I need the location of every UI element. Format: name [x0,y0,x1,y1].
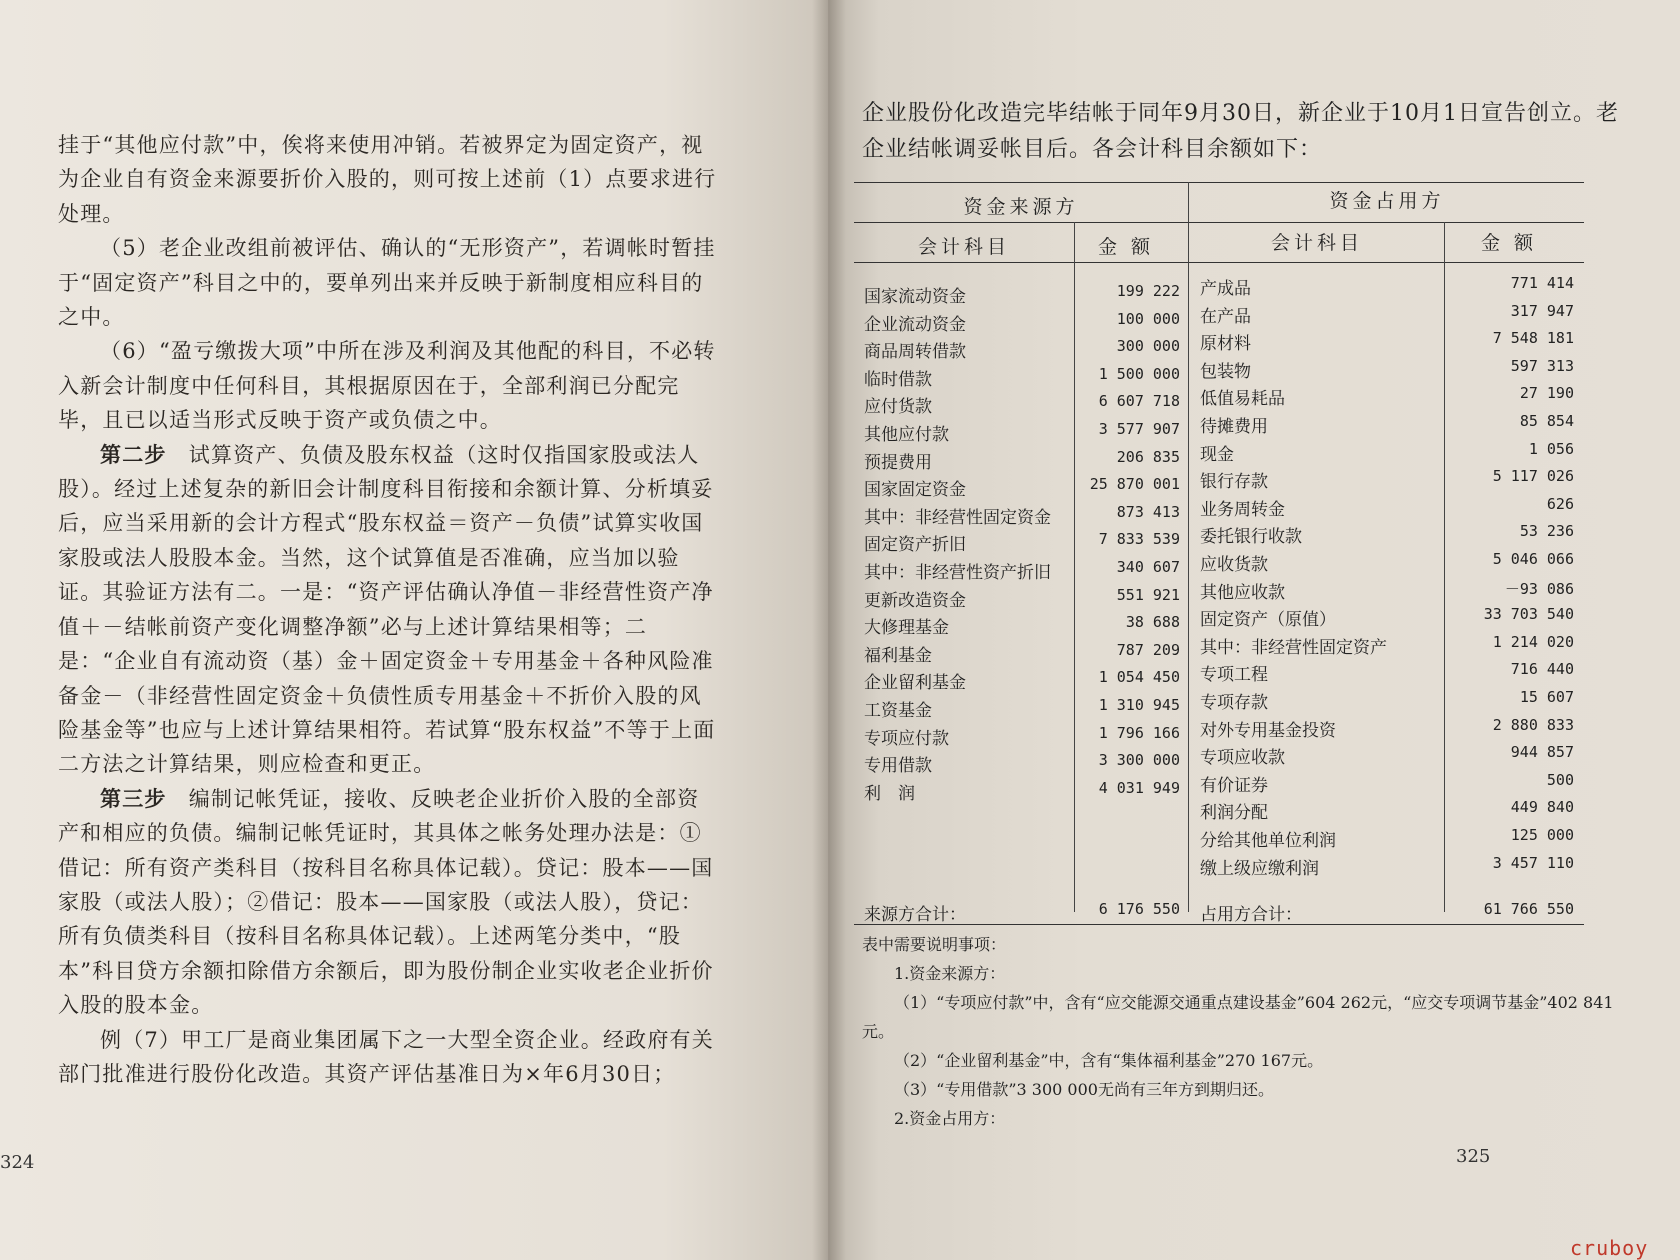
use-row-amount: 27 190 [1519,384,1574,403]
use-row-amount: 2 880 833 [1492,715,1574,734]
use-row-name: 专项应收款 [1200,748,1285,769]
use-row-amount: 5 046 066 [1492,550,1574,568]
use-row-amount: 716 440 [1510,660,1574,679]
source-row-amount: 1 796 166 [1098,723,1180,742]
use-row-amount: 1 056 [1528,439,1574,458]
source-row-name: 专用借款 [864,756,932,777]
source-row-amount: 787 209 [1116,640,1180,659]
source-row-amount: 100 000 [1116,309,1180,328]
source-row-amount: 873 413 [1116,502,1180,521]
use-row-amount: 125 000 [1510,826,1574,844]
source-row-amount: 6 607 718 [1098,392,1180,411]
use-row-amount: 3 457 110 [1492,853,1574,872]
use-row-amount: 1 214 020 [1492,632,1574,651]
source-row-amount: 300 000 [1116,337,1180,356]
use-row-name: 对外专用基金投资 [1200,720,1336,741]
left-page [0,0,828,1260]
use-row-name: 银行存款 [1200,472,1268,493]
use-total-amount: 61 766 550 [1483,900,1574,918]
use-row-name: 其他应收款 [1200,582,1285,603]
source-row-amount: 206 835 [1116,447,1180,466]
right-page-intro [862,96,1622,168]
source-row-name: 工资基金 [864,701,932,721]
source-row-name: 福利基金 [864,645,932,666]
source-row-amount: 1 310 945 [1098,696,1180,714]
watermark: cruboy [1570,1236,1649,1260]
source-row-name: 专项应付款 [864,728,949,749]
source-row-name: 固定资产折旧 [864,535,966,556]
source-row-name: 其他应付款 [864,425,949,445]
source-row-name: 其中：非经营性资产折旧 [864,563,1051,583]
source-total-label: 来源方合计： [864,905,966,925]
left-page-body [58,128,718,1091]
use-header: 资金占用方 [1329,190,1445,212]
use-row-name: 应收货款 [1200,555,1268,575]
use-row-amount: 7 548 181 [1492,329,1574,348]
use-row-name: 包装物 [1200,361,1251,382]
source-row-name: 临时借款 [864,369,932,390]
step-heading: 第三步 [100,785,167,811]
use-row-name: 缴上级应缴利润 [1200,858,1319,879]
source-row-name: 其中：非经营性固定资金 [864,507,1051,528]
source-row-amount: 4 031 949 [1098,778,1180,797]
use-row-name: 专项工程 [1200,665,1268,686]
source-row-amount: 25 870 001 [1089,475,1180,494]
source-row-amount: 1 054 450 [1098,668,1180,687]
paragraph-text: 编制记帐凭证，接收、反映老企业折价入股的全部资产和相应的负债。编制记帐凭证时，其具体之帐务处理办法是：①借记：所有资产类科目（按科目名称具体记载）。贷记：股本——国家股（或法人股）；②借记：股本——国家股（或法人股），贷记：所有负债类科目（按科目名称具体记载）。上述两笔分类中，“股本”科目贷方余额扣除借方余额后，即为股份制企业实收老企业折价入股的股本金。 [58,786,714,1018]
use-row-amount: 500 [1546,770,1574,789]
source-row-name: 国家固定资金 [864,480,966,501]
left-paragraph [58,438,718,782]
source-row-name: 企业流动资金 [864,314,966,335]
paragraph-text: 试算资产、负债及股东权益（这时仅指国家股或法人股）。经过上述复杂的新旧会计制度科目衔接和余额计算、分析填妥后，应当采用新的会计方程式“股东权益＝资产－负债”试算实收国家股或法人股股本金。当然，这个试算值是否准确，应当加以验证。其验证方法有二。一是：“资产评估确认净值－非经营性资产净值＋－结帐前资产变化调整净额”必与上述计算结果相等；二是：“企业自有流动资（基）金＋固定资金＋专用基金＋各种风险准备金－（非经营性固定资金＋负债性质专用基金＋不折价入股的风险基金等”也应与上述计算结果相符。若试算“股东权益”不等于上面二方法之计算结果，则应检查和更正。 [58,442,716,777]
source-col-amount: 金额 [1097,236,1164,258]
left-paragraph [58,334,718,437]
use-col-subject: 会计科目 [1270,232,1363,254]
use-row-name: 低值易耗品 [1200,389,1285,410]
source-row-name: 预提费用 [864,452,932,473]
source-total-amount: 6 176 550 [1098,900,1180,918]
source-row-amount: 340 607 [1116,558,1180,576]
source-col-subject: 会计科目 [917,236,1010,258]
left-paragraph [58,1023,718,1092]
note-line: （2）“企业留利基金”中，含有“集体福利基金”270 167元。 [894,1051,1324,1070]
note-line: （1）“专项应付款”中，含有“应交能源交通重点建设基金”604 262元，“应交专项调节基金”402 841元。 [862,993,1614,1041]
source-row-amount: 7 833 539 [1098,530,1180,549]
source-row-name: 国家流动资金 [864,287,966,307]
source-row-name: 应付货款 [864,397,932,418]
balance-table [854,182,1584,926]
paragraph-text: （5）老企业改组前被评估、确认的“无形资产”，若调帐时暂挂于“固定资产”科目之中的，要单列出来并反映于新制度相应科目的之中。 [58,236,716,330]
use-row-name: 现金 [1200,444,1234,465]
right-page-number: 325 [1456,1146,1491,1167]
paragraph-text: 例（7）甲工厂是商业集团属下之一大型全资企业。经政府有关部门批准进行股份化改造。其资产评估基准日为×年6月30日； [58,1027,714,1086]
use-row-name: 分给其他单位利润 [1200,831,1336,851]
use-row-amount: 626 [1546,494,1574,513]
intro-text: 企业股份化改造完毕结帐于同年9月30日，新企业于10月1日宣告创立。老企业结帐调妥帐目后。各会计科目余额如下： [862,101,1619,162]
use-row-name: 原材料 [1200,334,1251,355]
use-row-name: 待摊费用 [1200,417,1268,437]
note-line: 表中需要说明事项： [862,935,1007,954]
use-row-amount: 449 840 [1510,798,1574,817]
use-row-amount: －93 086 [1504,579,1574,598]
note-line: 1.资金来源方： [894,964,1006,983]
use-row-amount: 317 947 [1510,301,1574,320]
use-row-name: 有价证券 [1200,775,1268,796]
source-row-amount: 3 300 000 [1098,751,1180,770]
left-page-number: 324 [0,1152,35,1173]
source-row-name: 商品周转借款 [864,342,966,363]
left-paragraph [58,128,718,231]
use-row-name: 固定资产（原值） [1200,610,1336,631]
use-col-amount: 金额 [1480,232,1547,254]
use-row-amount: 5 117 026 [1492,467,1574,486]
source-row-name: 企业留利基金 [864,673,966,694]
use-row-name: 委托银行收款 [1200,527,1302,548]
source-row-name: 大修理基金 [864,618,949,639]
use-row-name: 在产品 [1200,306,1251,327]
left-paragraph [58,782,718,1023]
use-row-name: 其中：非经营性固定资产 [1200,637,1387,658]
paragraph-text: 挂于“其他应付款”中，俟将来使用冲销。若被界定为固定资产，视为企业自有资金来源要折价入股的，则可按上述前（1）点要求进行处理。 [58,133,717,226]
source-row-amount: 1 500 000 [1098,364,1180,383]
book-spine [812,0,846,1260]
source-row-amount: 551 921 [1116,585,1180,604]
use-row-amount: 15 607 [1519,688,1574,706]
use-row-name: 业务周转金 [1200,499,1285,520]
source-row-amount: 38 688 [1125,613,1180,632]
source-row-name: 更新改造资金 [864,590,966,611]
use-row-amount: 85 854 [1519,412,1574,430]
use-row-amount: 33 703 540 [1483,605,1574,624]
step-heading: 第二步 [100,441,167,467]
table-notes [862,930,1632,1133]
source-header: 资金来源方 [963,196,1079,218]
use-row-amount: 53 236 [1519,522,1574,541]
use-row-amount: 597 313 [1510,356,1574,375]
use-total-label: 占用方合计： [1200,905,1302,925]
use-row-amount: 944 857 [1510,743,1574,762]
use-row-name: 利润分配 [1200,803,1268,824]
use-row-name: 专项存款 [1200,693,1268,713]
use-row-name: 产成品 [1200,279,1251,299]
left-paragraph [58,231,718,334]
paragraph-text: （6）“盈亏缴拨大项”中所在涉及利润及其他配的科目，不必转入新会计制度中任何科目，其根据原因在于，全部利润已分配完毕，且已以适当形式反映于资产或负债之中。 [58,339,716,433]
right-page [828,0,1680,1260]
note-line: 2.资金占用方： [894,1109,1006,1128]
source-row-amount: 199 222 [1116,282,1180,300]
note-line: （3）“专用借款”3 300 000无尚有三年方到期归还。 [894,1080,1274,1099]
source-row-amount: 3 577 907 [1098,420,1180,438]
use-row-amount: 771 414 [1510,274,1574,292]
source-row-name: 利 润 [864,783,915,804]
